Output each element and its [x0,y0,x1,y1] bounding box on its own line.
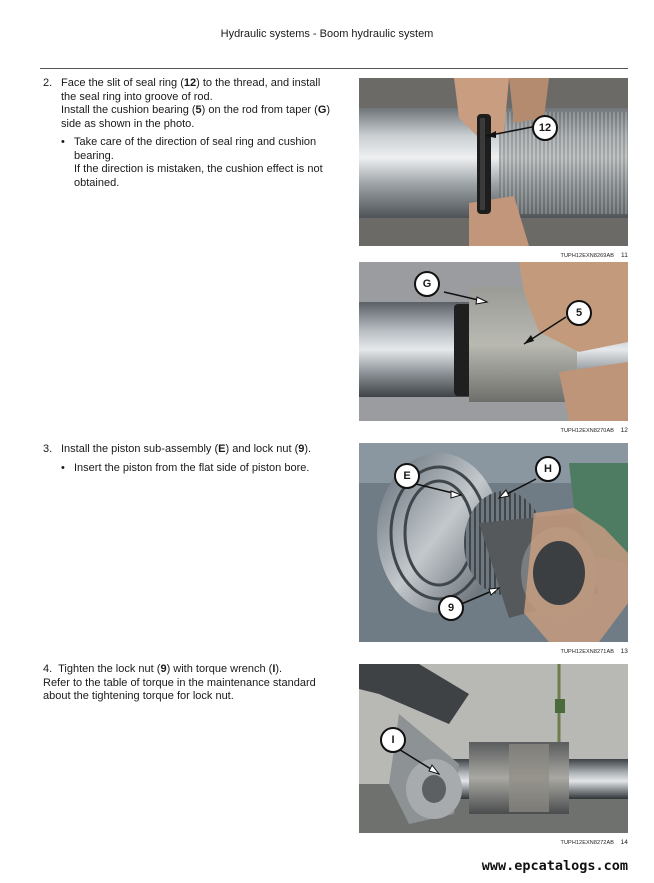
footer-watermark-url: www.epcatalogs.com [481,858,628,874]
step-2-line-4: side as shown in the photo. [61,117,195,130]
figure-12-callout: 5 [566,300,592,326]
figure-12-callout: G [414,271,440,297]
figure-14-callout: I [380,727,406,753]
step-3-number: 3. [43,443,53,455]
step-2-line-2: the seal ring into groove of rod. [61,90,213,103]
figure-13-callout: 9 [438,595,464,621]
step-2-bullet-line: If the direction is mistaken, the cushion effect is not [74,163,323,175]
step-3-bullet-text: Insert the piston from the flat side of piston bore. [74,462,310,474]
step-2-bullet-line: bearing. [74,149,114,162]
figure-13-code: TUPH12EXN8271AB [560,649,614,655]
step-3-line: Install the piston sub-assembly (E) and lock nut (9). [61,443,312,455]
figure-12-caption [359,427,628,434]
step-2-line-3: Install the cushion bearing (5) on the rod from taper (G) [61,104,331,116]
figure-14-caption [359,839,628,846]
figure-12-code: TUPH12EXN8270AB [560,428,614,434]
header-divider [40,68,628,69]
step-2-bullet [61,136,346,190]
figure-12-photo [359,262,628,421]
figure-13-callout: E [394,463,420,489]
step-2-number: 2. [43,77,53,89]
step-2 [43,77,343,131]
bullet-mark: • [61,462,65,474]
step-4-line-1: 4. Tighten the lock nut (9) with torque wrench (I). [43,663,283,675]
figure-12-number: 12 [620,427,628,434]
figure-11-code: TUPH12EXN8269AB [560,253,614,259]
figure-13-callout: H [535,456,561,482]
step-2-line-1: Face the slit of seal ring (12) to the thread, and install [61,77,321,89]
step-4 [43,663,343,704]
page-header-title: Hydraulic systems - Boom hydraulic system [220,28,434,40]
step-2-bullet-line: obtained. [74,176,120,189]
figure-14-number: 14 [620,839,628,846]
figure-13-number: 13 [620,648,628,655]
step-4-line-2: Refer to the table of torque in the maintenance standard [43,676,316,689]
step-3-bullet [61,462,346,476]
figure-11-photo [359,78,628,246]
figure-11-number: 11 [621,252,628,259]
figure-14-code: TUPH12EXN8272AB [560,840,614,846]
figure-11-callout: 12 [532,115,558,141]
figure-13-caption [359,648,628,655]
bullet-mark: • [61,136,65,148]
step-4-line-3: about the tightening torque for lock nut. [43,690,234,702]
figure-13-photo [359,443,628,642]
step-2-bullet-line: Take care of the direction of seal ring and cushion [74,136,317,148]
figure-14-photo [359,664,628,833]
figure-11-caption [359,252,628,259]
step-3 [43,443,343,457]
